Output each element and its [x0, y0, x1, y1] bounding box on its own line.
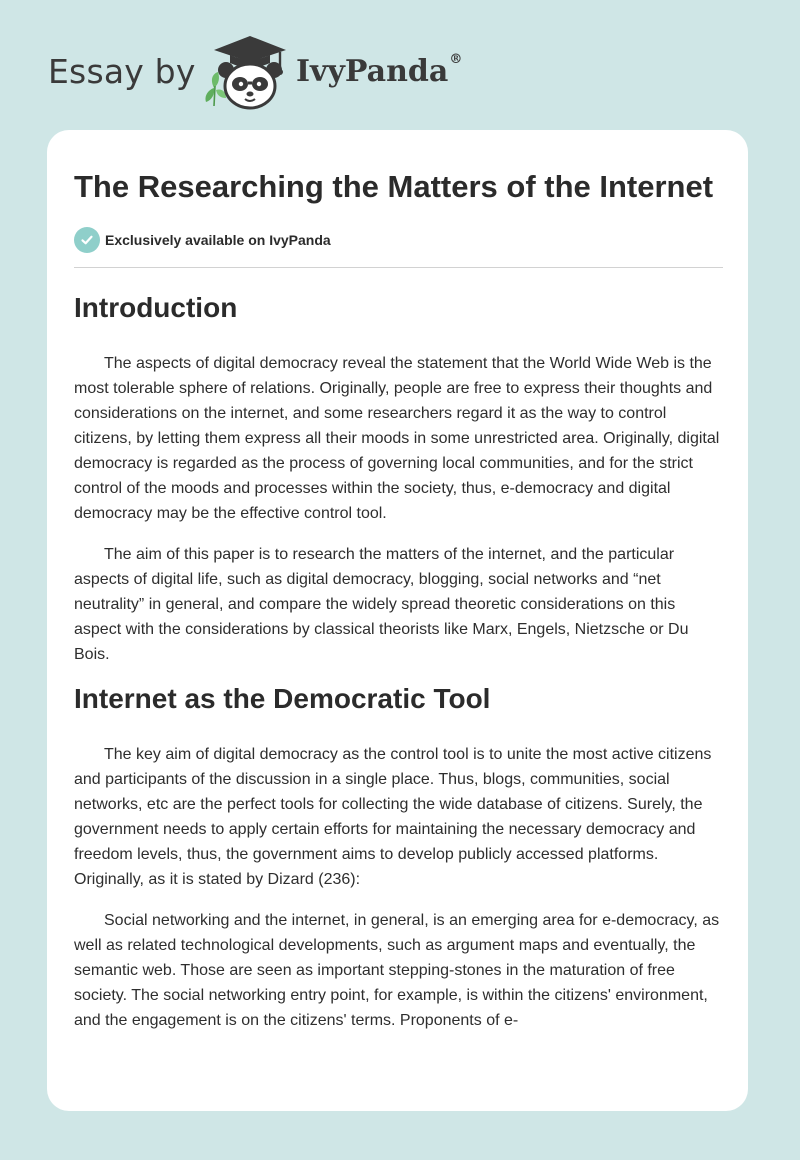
brand-logo-text[interactable] [296, 54, 462, 89]
paragraph: The aim of this paper is to research the matters of the internet, and the particular aspects of digital life, such as digital democracy, blogging, social networks and “net neutrality” in general, and compare the widely spread theoretic considerations on this aspect with the considerations by classical theorists like Marx, Engels, Nietzsche or Du Bois. [74, 546, 689, 663]
section-heading: Introduction [74, 292, 238, 323]
essay-by-label: Essay by [48, 52, 196, 91]
section-heading: Internet as the Democratic Tool [74, 683, 491, 714]
paragraph: The aspects of digital democracy reveal the statement that the World Wide Web is the most tolerable sphere of relations. Originally, people are free to express their thoughts and considerations on the internet, and some researchers regard it as the way to control citizens, by letting them express all their moods in some unrestricted area. Originally, digital democracy is regarded as the process of governing local communities, and for the strict control of the moods and processes within the society, thus, e-democracy and digital democracy may be the effective control tool. [74, 355, 720, 522]
title-divider [74, 267, 723, 268]
site-header [48, 30, 508, 114]
panda-graduation-cap-icon[interactable] [200, 30, 292, 112]
essay-card [47, 130, 748, 1111]
check-circle-icon [74, 227, 100, 253]
paragraph: The key aim of digital democracy as the control tool is to unite the most active citizens and participants of the discussion in a single place. Thus, blogs, communities, social networks, etc are the perfect tools for collecting the wide database of citizens. Surely, the government needs to apply certain efforts for maintaining the necessary democracy and freedom levels, thus, the government aims to develop publicly accessed platforms. Originally, as it is stated by Dizard (236): [74, 746, 712, 888]
exclusive-badge [74, 226, 723, 254]
essay-title: The Researching the Matters of the Internet [74, 169, 714, 204]
essay-content [74, 166, 723, 1033]
registered-mark: ® [449, 52, 463, 67]
block-quote-paragraph: Social networking and the internet, in general, is an emerging area for e-democracy, as well as related technological developments, such as argument maps and eventually, the semantic web. Those are seen as important stepping-stones in the maturation of free society. The social networking entry point, for example, is within the citizens' environment, and the engagement is on the citizens' terms. Proponents of e- [74, 912, 720, 1029]
brand-name: IvyPanda [296, 54, 449, 89]
exclusive-label: Exclusively available on IvyPanda [105, 232, 331, 248]
